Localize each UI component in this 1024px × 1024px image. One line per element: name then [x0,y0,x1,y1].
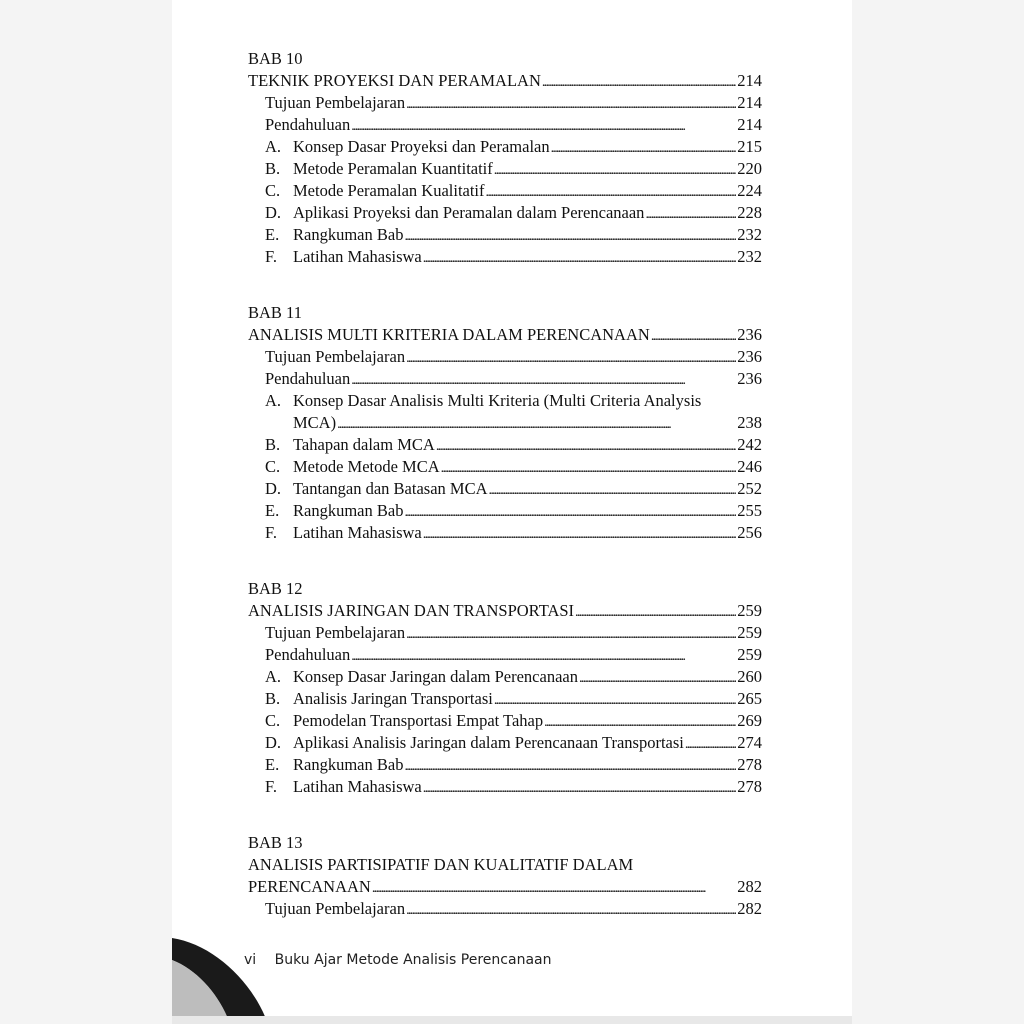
toc-entry-section[interactable] [248,246,762,268]
dot-leader [575,602,736,624]
page-number: 256 [737,523,762,542]
toc-entry-section[interactable] [248,732,762,754]
entry-label: Tantangan dan Batasan MCA [293,479,488,498]
right-margin-shade [852,0,1024,1024]
dot-leader [406,94,736,116]
entry-label: Rangkuman Bab [293,755,404,774]
chapter-number: BAB 10 [248,49,303,68]
page-number: 214 [737,115,762,134]
dot-leader [351,646,736,668]
entry-label: Konsep Dasar Analisis Multi Kriteria (Multi Criteria Analysis [293,391,702,410]
dot-leader [544,712,736,734]
dot-leader [436,436,736,458]
dot-leader [579,668,736,690]
entry-label: Tujuan Pembelajaran [265,899,406,918]
chapter-title-entry[interactable] [248,876,762,898]
dot-leader [406,348,736,370]
section-letter: D. [265,479,282,498]
page-number: 259 [737,601,762,620]
entry-label: Pendahuluan [265,369,351,388]
entry-label: Rangkuman Bab [293,501,404,520]
dot-leader [404,226,736,248]
chapter-bab-11 [248,302,762,544]
page-number: 232 [737,225,762,244]
section-letter: A. [265,391,282,410]
toc-entry-section[interactable] [248,456,762,478]
dot-leader [406,900,736,922]
toc-entry-section[interactable] [248,434,762,456]
page-number: 282 [737,877,762,896]
section-letter: A. [265,667,282,686]
page-number: 236 [737,347,762,366]
entry-label: Metode Peramalan Kuantitatif [293,159,493,178]
toc-entry-section[interactable] [248,754,762,776]
toc-entry-section[interactable] [248,688,762,710]
chapter-number: BAB 13 [248,833,303,852]
page-number: 260 [737,667,762,686]
chapter-title: ANALISIS MULTI KRITERIA DALAM PERENCANAAN [248,325,650,344]
section-letter: B. [265,689,281,708]
page-number: 282 [737,899,762,918]
page-number: 215 [737,137,762,156]
dot-leader [645,204,736,226]
toc-entry-section[interactable] [248,776,762,798]
toc-entry-section[interactable] [248,224,762,246]
dot-leader [337,414,736,436]
chapter-title: TEKNIK PROYEKSI DAN PERAMALAN [248,71,541,90]
page-number: 269 [737,711,762,730]
decorative-swoosh [172,930,282,1024]
dot-leader [441,458,737,480]
entry-label: Tujuan Pembelajaran [265,623,406,642]
entry-label: Latihan Mahasiswa [293,523,422,542]
footer-book-title: Buku Ajar Metode Analisis Perencanaan [274,952,552,968]
page-number: 214 [737,71,762,90]
entry-label: Tujuan Pembelajaran [265,347,406,366]
toc-entry-section[interactable] [248,500,762,522]
page-number: 255 [737,501,762,520]
page-number: 236 [737,325,762,344]
page-number: 224 [737,181,762,200]
dot-leader [351,116,736,138]
entry-label: Latihan Mahasiswa [293,777,422,796]
footer-page-number: vi [244,952,257,968]
entry-label-continued: MCA) [293,413,337,432]
entry-label: Pendahuluan [265,645,351,664]
toc-entry-pendahuluan[interactable] [248,114,762,136]
page-number: 228 [737,203,762,222]
toc-entry-tujuan[interactable] [248,346,762,368]
entry-label: Metode Metode MCA [293,457,440,476]
left-margin-shade [0,0,172,1024]
section-letter: F. [265,523,277,542]
page-number: 252 [737,479,762,498]
toc-entry-section[interactable] [248,136,762,158]
toc-entry-pendahuluan[interactable] [248,644,762,666]
section-letter: E. [265,501,280,520]
entry-label: Aplikasi Analisis Jaringan dalam Perencanaan Transportasi [293,733,684,752]
dot-leader [404,756,736,778]
dot-leader [494,160,736,182]
page-number: 259 [737,623,762,642]
page-number: 220 [737,159,762,178]
section-letter: B. [265,159,281,178]
page-bottom-edge [172,1016,852,1024]
section-letter: E. [265,755,280,774]
entry-label: Analisis Jaringan Transportasi [293,689,493,708]
dot-leader [406,624,736,646]
toc-entry-section[interactable] [248,522,762,544]
entry-label: Tujuan Pembelajaran [265,93,406,112]
chapter-bab-10 [248,48,762,268]
chapter-title: PERENCANAAN [248,877,371,896]
page-number: 278 [737,777,762,796]
toc-entry-section[interactable] [248,666,762,688]
toc-entry-section[interactable] [248,158,762,180]
page-number: 242 [737,435,762,454]
section-letter: C. [265,711,281,730]
toc-entry-pendahuluan[interactable] [248,368,762,390]
entry-label: Pemodelan Transportasi Empat Tahap [293,711,544,730]
section-letter: A. [265,137,282,156]
page-number: 232 [737,247,762,266]
dot-leader [685,734,736,756]
toc-entry-section[interactable] [248,390,762,412]
toc-entry-tujuan[interactable] [248,622,762,644]
section-letter: C. [265,457,281,476]
page-number: 265 [737,689,762,708]
entry-label: Konsep Dasar Jaringan dalam Perencanaan [293,667,578,686]
entry-label: Konsep Dasar Proyeksi dan Peramalan [293,137,550,156]
toc-entry-section[interactable] [248,202,762,224]
dot-leader [489,480,737,502]
section-letter: B. [265,435,281,454]
chapter-number: BAB 11 [248,303,302,322]
dot-leader [494,690,736,712]
chapter-title-entry[interactable] [248,600,762,622]
chapter-bab-13 [248,832,762,920]
entry-label: Aplikasi Proyeksi dan Peramalan dalam Perencanaan [293,203,645,222]
page-number: 259 [737,645,762,664]
chapter-title: ANALISIS JARINGAN DAN TRANSPORTASI [248,601,575,620]
dot-leader [404,502,736,524]
chapter-title-entry[interactable] [248,70,762,92]
dot-leader [542,72,736,94]
section-letter: C. [265,181,281,200]
toc-entry-tujuan[interactable] [248,898,762,920]
section-letter: F. [265,777,277,796]
dot-leader [651,326,736,348]
table-of-contents [248,48,762,920]
entry-label: Metode Peramalan Kualitatif [293,181,485,200]
chapter-title-entry[interactable] [248,324,762,346]
section-letter: E. [265,225,280,244]
toc-entry-section-continued[interactable] [248,412,762,434]
dot-leader [423,778,736,800]
chapter-number: BAB 12 [248,579,303,598]
entry-label: Rangkuman Bab [293,225,404,244]
dot-leader [551,138,737,160]
dot-leader [351,370,736,392]
toc-entry-tujuan[interactable] [248,92,762,114]
dot-leader [423,248,736,270]
page-number: 246 [737,457,762,476]
section-letter: D. [265,203,282,222]
dot-leader [423,524,736,546]
page-number: 238 [737,413,762,432]
page-number: 278 [737,755,762,774]
chapter-title-line: ANALISIS PARTISIPATIF DAN KUALITATIF DALAM [248,855,634,874]
page-number: 274 [737,733,762,752]
section-letter: F. [265,247,277,266]
toc-entry-section[interactable] [248,180,762,202]
page-number: 236 [737,369,762,388]
dot-leader [372,878,736,900]
dot-leader [486,182,737,204]
page-footer [244,952,551,968]
entry-label: Latihan Mahasiswa [293,247,422,266]
section-letter: D. [265,733,282,752]
page-number: 214 [737,93,762,112]
entry-label: Tahapan dalam MCA [293,435,435,454]
entry-label: Pendahuluan [265,115,351,134]
chapter-bab-12 [248,578,762,798]
toc-entry-section[interactable] [248,710,762,732]
toc-entry-section[interactable] [248,478,762,500]
